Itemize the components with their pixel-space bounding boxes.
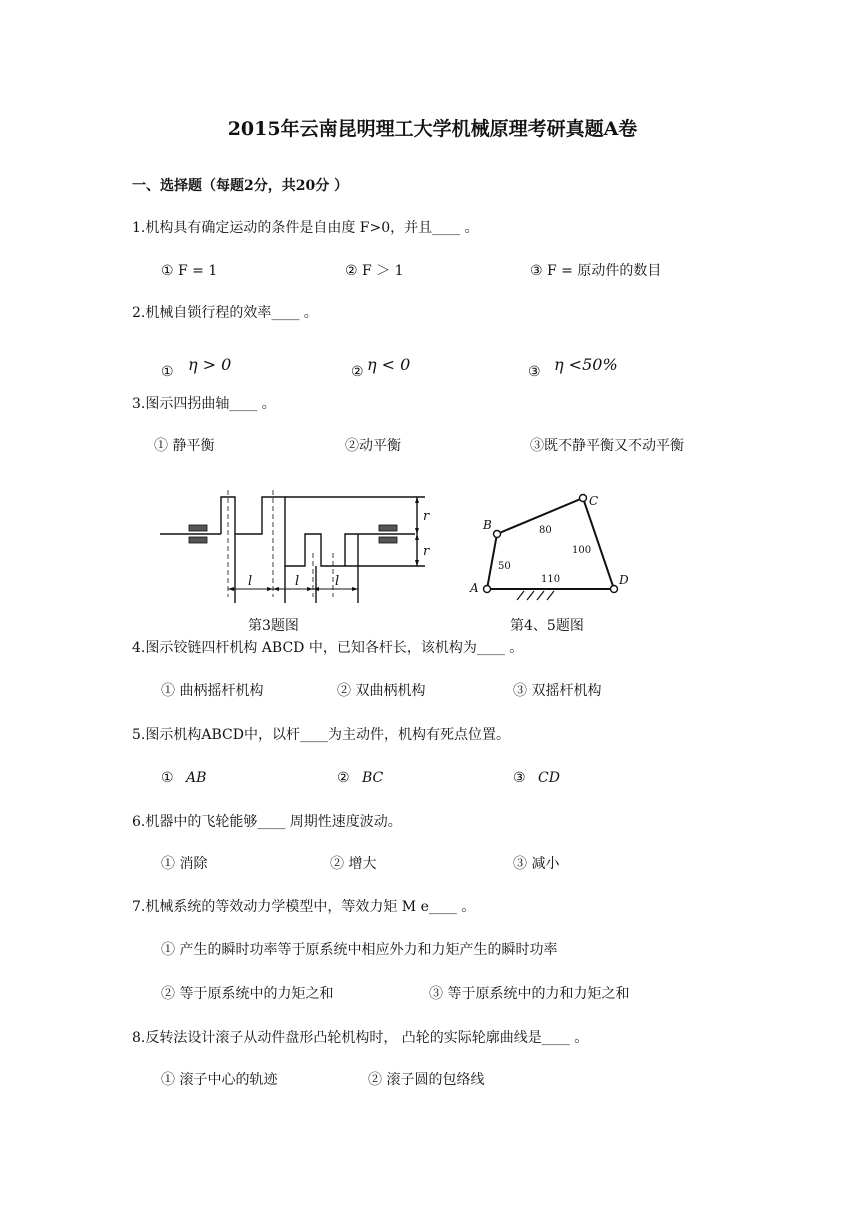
length-ab-label: 50 (498, 561, 511, 572)
question-5-option-3-label: ③ (513, 770, 526, 786)
figure-3-caption: 第3题图 (248, 618, 299, 634)
question-8-stem: 8.反转法设计滚子从动件盘形凸轮机构时， 凸轮的实际轮廓曲线是____ 。 (132, 1030, 589, 1046)
question-5-option-2-value: BC (362, 770, 384, 786)
question-7-option-3: ③ 等于原系统中的力和力矩之和 (429, 986, 630, 1002)
question-2-stem: 2.机械自锁行程的效率____ 。 (132, 305, 318, 321)
question-7-option-1: ① 产生的瞬时功率等于原系统中相应外力和力矩产生的瞬时功率 (161, 942, 558, 958)
question-4-option-3: ③ 双摇杆机构 (513, 683, 602, 699)
length-label-2: l (295, 574, 300, 589)
length-cd-label: 100 (572, 545, 592, 556)
length-bc-label: 80 (539, 525, 552, 536)
question-4-stem: 4.图示铰链四杆机构 ABCD 中，已知各杆长，该机构为____ 。 (132, 640, 524, 656)
question-6-option-3: ③ 减小 (513, 856, 560, 872)
question-4-option-1: ① 曲柄摇杆机构 (161, 683, 264, 699)
radius-label-top: r (423, 509, 430, 524)
question-8-option-1: ① 滚子中心的轨迹 (161, 1072, 278, 1088)
joint-c-icon (580, 495, 587, 502)
question-1-option-3: ③ F = 原动件的数目 (530, 263, 662, 279)
question-2-option-3-formula: η <50% (554, 355, 618, 374)
question-1-option-1: ① F = 1 (161, 263, 218, 279)
radius-label-bottom: r (423, 544, 430, 559)
page-title: 2015年云南昆明理工大学机械原理考研真题A卷 (227, 118, 638, 140)
question-5-option-3-value: CD (538, 770, 560, 786)
linkage-figure (462, 485, 642, 610)
question-2-option-2-formula: η < 0 (367, 355, 411, 374)
question-6-stem: 6.机器中的飞轮能够____ 周期性速度波动。 (132, 814, 402, 830)
question-1-option-2: ② F ＞ 1 (345, 263, 404, 279)
length-ad-label: 110 (541, 574, 561, 585)
figure-4-5-caption: 第4、5题图 (510, 618, 584, 634)
point-d-label: D (619, 573, 629, 587)
question-7-option-2: ② 等于原系统中的力矩之和 (161, 986, 334, 1002)
crankshaft-figure (155, 485, 440, 610)
question-2-option-3-label: ③ (528, 364, 541, 380)
question-4-option-2: ② 双曲柄机构 (337, 683, 426, 699)
point-c-label: C (589, 494, 599, 508)
question-5-option-1-label: ① (161, 770, 174, 786)
question-5-stem: 5.图示机构ABCD中，以杆____为主动件，机构有死点位置。 (132, 727, 510, 743)
question-2-option-2-label: ② (351, 364, 364, 380)
question-1-stem: 1.机构具有确定运动的条件是自由度 F>0，并且____ 。 (132, 220, 479, 236)
question-7-stem: 7.机械系统的等效动力学模型中，等效力矩 M e____ 。 (132, 899, 476, 915)
question-2-option-1-formula: η > 0 (188, 355, 232, 374)
joint-a-icon (484, 586, 491, 593)
question-3-stem: 3.图示四拐曲轴____ 。 (132, 396, 276, 412)
length-label-1: l (248, 574, 253, 589)
question-6-option-2: ② 增大 (330, 856, 377, 872)
joint-b-icon (494, 531, 501, 538)
question-8-option-2: ② 滚子圆的包络线 (368, 1072, 485, 1088)
section-heading: 一、选择题（每题2分，共20分 ） (132, 178, 349, 194)
question-3-option-2: ②动平衡 (345, 438, 401, 454)
question-5-option-2-label: ② (337, 770, 350, 786)
point-a-label: A (470, 581, 479, 595)
joint-d-icon (611, 586, 618, 593)
question-3-option-1: ① 静平衡 (154, 438, 215, 454)
point-b-label: B (483, 518, 492, 532)
length-label-3: l (335, 574, 340, 589)
question-5-option-1-value: AB (186, 770, 207, 786)
question-6-option-1: ① 消除 (161, 856, 208, 872)
question-2-option-1-label: ① (161, 364, 174, 380)
question-3-option-3: ③既不静平衡又不动平衡 (530, 438, 684, 454)
